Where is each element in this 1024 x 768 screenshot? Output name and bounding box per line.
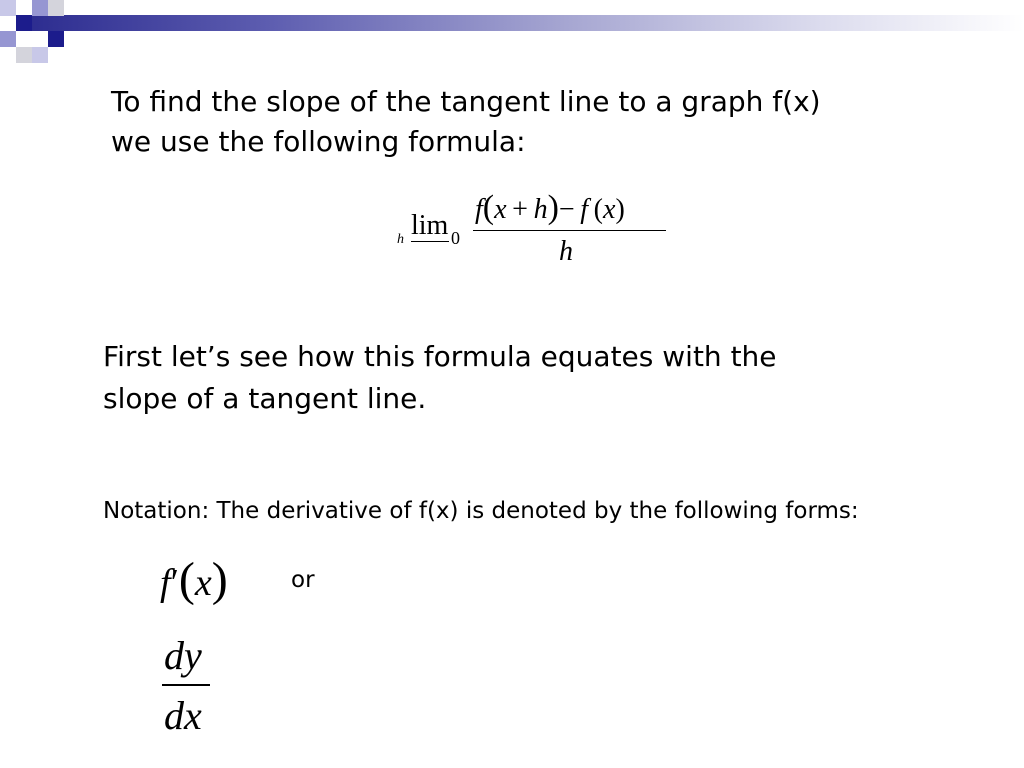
explanation-text bbox=[103, 336, 777, 420]
header-square bbox=[48, 0, 64, 16]
fraction-numerator: f(x + h)− f (x) bbox=[475, 189, 625, 226]
minus-sign: − bbox=[558, 194, 575, 225]
header-square bbox=[0, 0, 16, 16]
numerator-function: f bbox=[475, 194, 483, 225]
or-label: or bbox=[291, 567, 315, 593]
numerator-increment: h bbox=[533, 194, 548, 225]
fraction-bar bbox=[473, 230, 666, 231]
intro-text bbox=[111, 82, 821, 162]
derivative-prime-notation bbox=[160, 550, 228, 613]
open-paren: ( bbox=[178, 553, 195, 606]
close-paren: ) bbox=[547, 189, 559, 226]
plus-sign: + bbox=[512, 194, 528, 225]
close-paren: ) bbox=[211, 553, 228, 606]
notation-text: Notation: The derivative of f(x) is denoted by the following forms: bbox=[103, 498, 859, 524]
prime-mark: ′ bbox=[170, 562, 179, 604]
limit-word: lim bbox=[411, 210, 449, 241]
fraction-denominator: h bbox=[559, 236, 573, 267]
limit-formula bbox=[395, 182, 675, 272]
header-square bbox=[48, 31, 64, 47]
header-square bbox=[32, 0, 48, 16]
header-square bbox=[16, 47, 32, 63]
intro-line: To find the slope of the tangent line to a graph f(x) bbox=[111, 85, 821, 118]
limit-value: 0 bbox=[451, 228, 460, 248]
leibniz-numerator: dy bbox=[164, 633, 202, 678]
header-gradient-bar bbox=[16, 15, 1024, 31]
header-square bbox=[16, 15, 32, 31]
explanation-line: slope of a tangent line. bbox=[103, 382, 427, 415]
numerator-variable: x bbox=[603, 194, 616, 225]
limit-underline bbox=[411, 241, 449, 242]
intro-line: we use the following formula: bbox=[111, 125, 526, 158]
limit-variable: h bbox=[397, 232, 404, 247]
explanation-line: First let’s see how this formula equates with the bbox=[103, 340, 777, 373]
open-paren: ( bbox=[482, 189, 495, 226]
numerator-function: f bbox=[580, 194, 589, 225]
header-square bbox=[0, 31, 16, 47]
header-decoration bbox=[0, 0, 1024, 64]
leibniz-fraction-bar bbox=[162, 684, 210, 686]
leibniz-denominator: dx bbox=[164, 693, 202, 738]
derivative-leibniz-notation bbox=[160, 632, 214, 742]
numerator-variable: x bbox=[494, 194, 507, 225]
prime-variable: x bbox=[194, 562, 212, 604]
header-square bbox=[32, 47, 48, 63]
prime-function: f bbox=[160, 562, 171, 604]
